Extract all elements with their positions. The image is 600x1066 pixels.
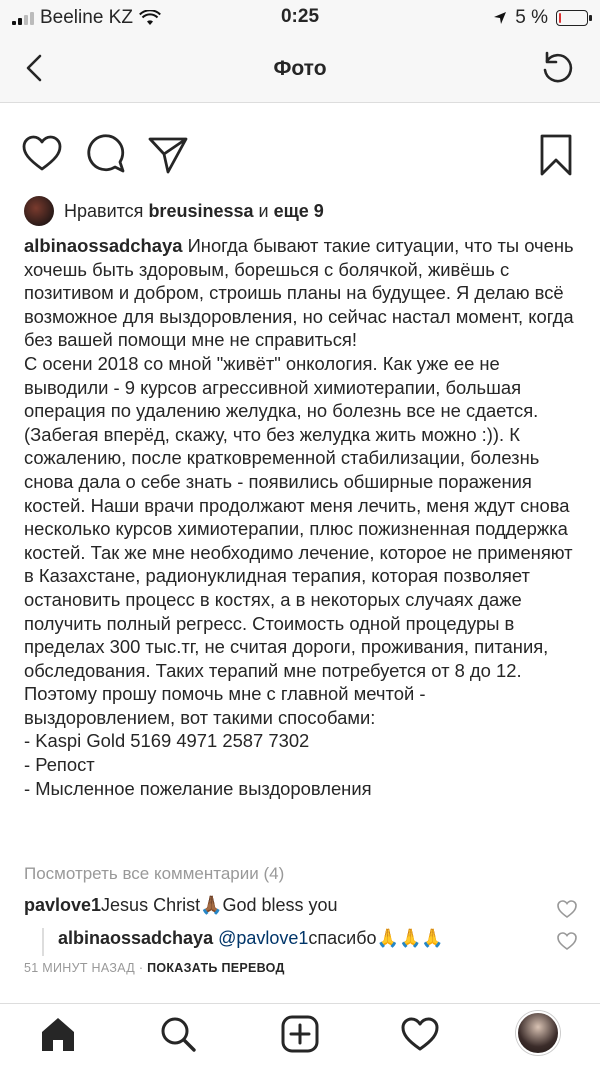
page-title: Фото: [273, 57, 327, 80]
comment-icon[interactable]: [84, 132, 128, 176]
post-caption: [24, 234, 576, 800]
carrier-name: Beeline KZ: [40, 7, 133, 28]
comment-item: pavlove1 Jesus Christ 🙏🏾 God bless you: [24, 895, 338, 915]
post-time: 51 МИНУТ НАЗАД: [24, 961, 136, 975]
like-heart-icon[interactable]: [20, 132, 64, 176]
search-icon[interactable]: [158, 1014, 198, 1054]
comment-username[interactable]: pavlove1: [24, 895, 102, 915]
home-icon[interactable]: [38, 1014, 78, 1054]
emoji: 🙏🙏🙏: [376, 928, 444, 948]
liker-avatar[interactable]: [24, 196, 54, 226]
nav-bar: [0, 36, 600, 103]
status-time: 0:25: [280, 6, 320, 27]
caption-paragraph: - Репост: [24, 754, 95, 776]
reply-like-heart-icon[interactable]: [556, 930, 578, 952]
location-arrow-icon: [493, 11, 507, 25]
bottom-tab-bar: [0, 1003, 600, 1066]
reply-item: albinaossadchaya @pavlove1 спасибо 🙏🙏🙏: [58, 928, 444, 948]
battery-fill: [559, 13, 561, 23]
post-actions: [0, 132, 600, 182]
liker-username[interactable]: breusinessa: [148, 200, 254, 221]
caption-paragraph: Поэтому прошу помочь мне с главной мечтой - выздоровлением, вот такими способами:: [24, 683, 426, 728]
other-likes[interactable]: еще 9: [273, 200, 324, 221]
status-bar: [0, 0, 600, 36]
view-all-comments-link[interactable]: Посмотреть все комментарии (4): [24, 864, 285, 883]
likes-summary[interactable]: [24, 196, 324, 226]
reply-indent-line: [42, 928, 44, 956]
status-right: [493, 7, 588, 29]
add-post-icon[interactable]: [280, 1014, 320, 1054]
show-translation-link[interactable]: ПОКАЗАТЬ ПЕРЕВОД: [147, 961, 285, 975]
post-meta: 51 МИНУТ НАЗАД · ПОКАЗАТЬ ПЕРЕВОД: [24, 961, 285, 975]
emoji: 🙏🏾: [200, 895, 223, 915]
likes-text: Нравится breusinessa и еще 9: [64, 200, 324, 221]
caption-paragraph: - Kaspi Gold 5169 4971 2587 7302: [24, 730, 310, 752]
comment-like-heart-icon[interactable]: [556, 898, 578, 920]
reply-mention[interactable]: @pavlove1: [218, 928, 309, 948]
battery-icon: [556, 10, 588, 26]
caption-username[interactable]: albinaossadchaya: [24, 235, 183, 256]
share-paper-plane-icon[interactable]: [146, 132, 190, 176]
caption-paragraph: - Мысленное пожелание выздоровления: [24, 777, 372, 799]
caption-paragraph: albinaossadchaya Иногда бывают такие ситуации, что ты очень хочешь быть здоровым, борешься с болячкой, живёшь с позитивом и добром, строишь планы на будущее. Я делаю всё возможное для выздоровления, но сейчас настал момент, когда без вашей помощи мне не справиться!: [24, 235, 574, 351]
reply-username[interactable]: albinaossadchaya: [58, 928, 214, 948]
profile-avatar[interactable]: [516, 1011, 560, 1055]
save-bookmark-icon[interactable]: [534, 132, 578, 176]
battery-percent: 5 %: [515, 7, 548, 28]
caption-paragraph: С осени 2018 со мной "живёт" онкология. Как уже ее не выводили - 9 курсов агрессивной химиотерапии, большая операция по удалению желудка, но болезнь все не сдается. (Забегая вперёд, скажу, что без желудка жить можно :)). К сожалению, после кратковременной стабилизации, болезнь снова дала о себе знать - появились обширные поражения костей. Наши врачи продолжают меня лечить, меня ждут снова несколько курсов химиотерапии, плюс пожизненная поддержка костей. Так же мне необходимо лечение, которое не применяют в Казахстане, радионуклидная терапия, которая позволяет остановить процесс в костях, а в некоторых случаях даже получить полный регресс. Стоимость одной процедуры в пределах 300 тыс.тг, не считая дороги, проживания, питания, обследования. Таких терапий мне потребуется от 8 до 12.: [24, 352, 573, 681]
refresh-button[interactable]: [538, 48, 578, 88]
activity-heart-icon[interactable]: [400, 1014, 440, 1054]
